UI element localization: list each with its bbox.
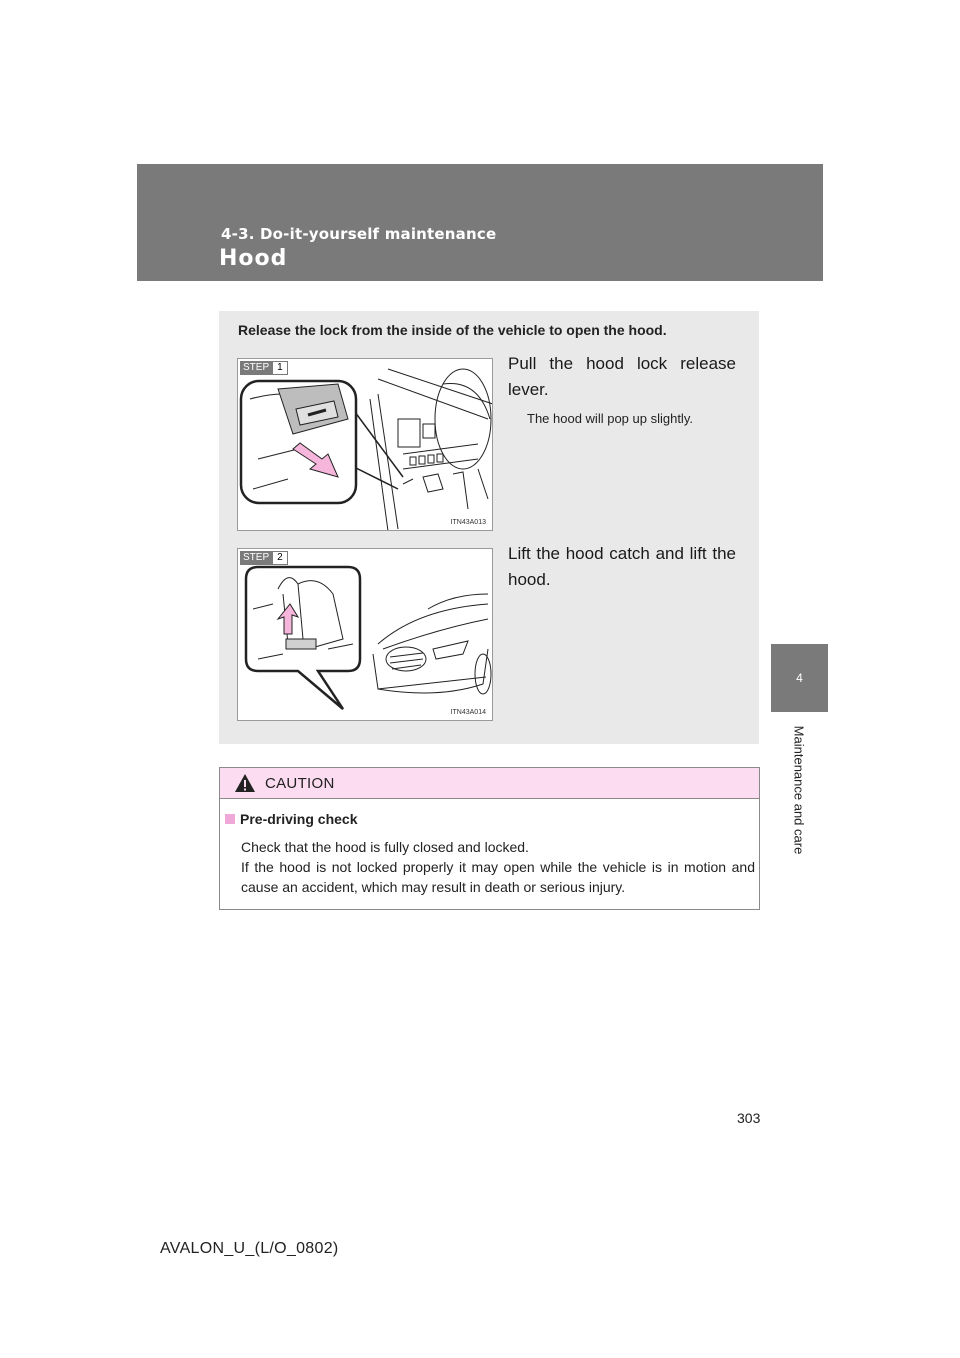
step-badge-number: 2 <box>272 551 288 565</box>
caution-item-title: Pre-driving check <box>240 811 358 827</box>
step-2-illustration <box>237 548 493 721</box>
caution-title: CAUTION <box>265 775 335 792</box>
caution-header <box>220 768 759 799</box>
page-title: Hood <box>219 246 288 271</box>
chapter-number: 4 <box>796 671 803 685</box>
caution-line: If the hood is not locked properly it may open while the vehicle is in motion and cause an accident, which may result in death or serious injury. <box>241 859 755 895</box>
figure-code: ITN43A013 <box>450 519 486 526</box>
step-2-badge <box>240 551 288 565</box>
chapter-tab[interactable] <box>771 644 828 712</box>
document-code: AVALON_U_(L/O_0802) <box>160 1240 339 1257</box>
section-label: 4-3. Do-it-yourself maintenance <box>221 225 497 243</box>
caution-line: Check that the hood is fully closed and locked. <box>241 839 529 855</box>
hood-catch-drawing <box>238 549 493 721</box>
caution-item-heading <box>225 811 358 827</box>
figure-code: ITN43A014 <box>450 709 486 716</box>
step-badge-number: 1 <box>272 361 288 375</box>
caution-box <box>219 767 760 910</box>
square-bullet-icon <box>225 814 235 824</box>
warning-icon <box>234 773 256 793</box>
step-1-text: Pull the hood lock release lever. <box>508 354 736 399</box>
step-1-note: The hood will pop up slightly. <box>527 411 693 426</box>
step-badge-label: STEP <box>240 361 272 375</box>
chapter-title: Maintenance and care <box>791 725 807 855</box>
procedure-intro: Release the lock from the inside of the vehicle to open the hood. <box>238 322 667 338</box>
step-1-badge <box>240 361 288 375</box>
step-1-illustration <box>237 358 493 531</box>
caution-body <box>241 837 755 897</box>
step-badge-label: STEP <box>240 551 272 565</box>
section-header <box>137 164 823 281</box>
procedure-panel <box>219 311 759 744</box>
dashboard-lever-drawing <box>238 359 493 531</box>
page-number: 303 <box>737 1110 761 1126</box>
step-2-text: Lift the hood catch and lift the hood. <box>508 544 736 589</box>
